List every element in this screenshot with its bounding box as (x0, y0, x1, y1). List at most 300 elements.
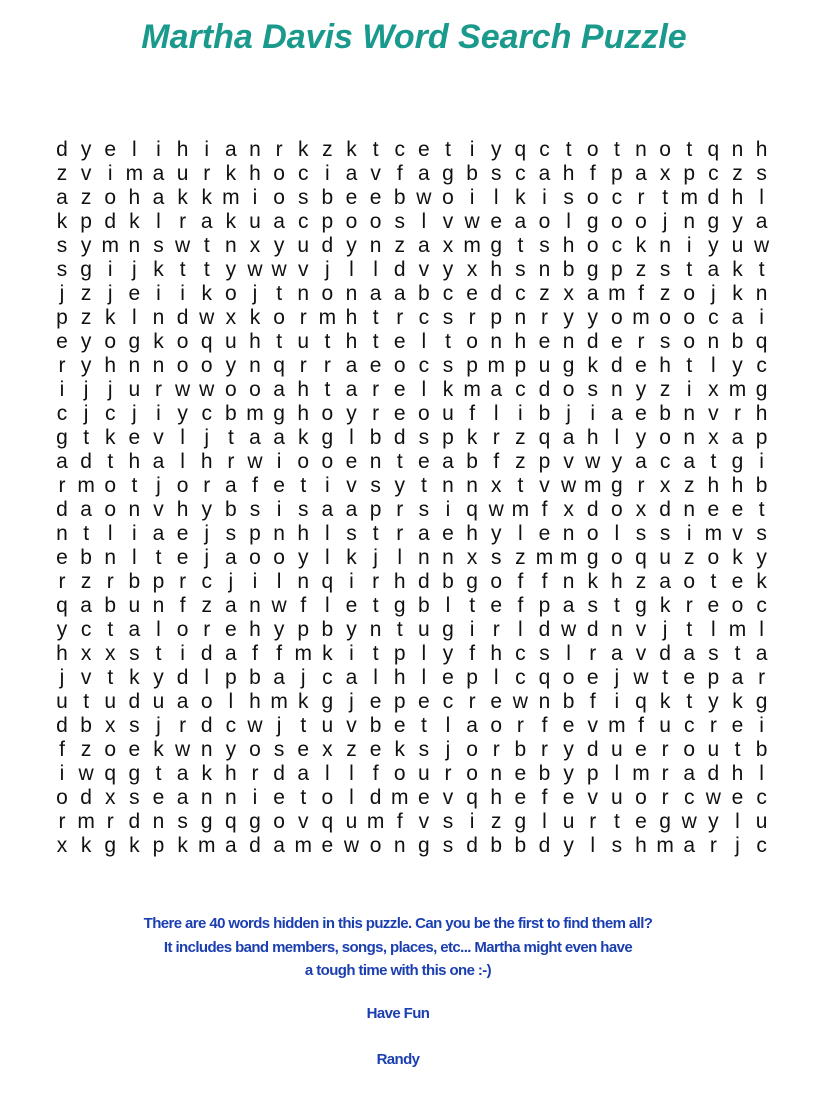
grid-letter[interactable]: n (152, 594, 165, 617)
grid-letter[interactable]: u (345, 810, 358, 833)
grid-letter[interactable]: e (345, 594, 358, 617)
grid-letter[interactable]: b (562, 690, 575, 713)
grid-letter[interactable]: e (418, 690, 430, 713)
grid-letter[interactable]: b (731, 330, 744, 353)
grid-letter[interactable]: v (153, 426, 164, 449)
grid-letter[interactable]: h (128, 450, 141, 473)
grid-letter[interactable]: i (180, 642, 185, 665)
grid-letter[interactable]: w (343, 834, 360, 857)
grid-letter[interactable]: l (759, 186, 764, 209)
grid-letter[interactable]: t (107, 618, 114, 641)
grid-letter[interactable]: t (734, 642, 741, 665)
grid-letter[interactable]: u (152, 690, 165, 713)
grid-letter[interactable]: p (586, 762, 599, 785)
grid-letter[interactable]: y (756, 546, 767, 569)
grid-letter[interactable]: r (709, 714, 717, 737)
grid-letter[interactable]: k (129, 666, 140, 689)
grid-letter[interactable]: r (589, 810, 597, 833)
grid-letter[interactable]: b (514, 738, 527, 761)
grid-letter[interactable]: u (297, 330, 310, 353)
grid-letter[interactable]: n (369, 234, 382, 257)
grid-letter[interactable]: n (152, 354, 165, 377)
grid-letter[interactable]: p (321, 210, 334, 233)
grid-letter[interactable]: n (200, 786, 213, 809)
grid-letter[interactable]: f (372, 762, 379, 785)
grid-letter[interactable]: r (275, 138, 283, 161)
grid-letter[interactable]: j (107, 378, 113, 401)
grid-letter[interactable]: a (273, 210, 285, 233)
grid-letter[interactable]: z (56, 162, 68, 185)
grid-letter[interactable]: b (418, 282, 430, 305)
grid-letter[interactable]: j (204, 522, 210, 545)
grid-letter[interactable]: w (247, 714, 263, 737)
grid-letter[interactable]: a (176, 762, 189, 785)
grid-letter[interactable]: f (396, 162, 403, 185)
grid-letter[interactable]: v (539, 474, 550, 497)
grid-letter[interactable]: r (734, 402, 741, 425)
grid-letter[interactable]: z (635, 570, 647, 593)
grid-letter[interactable]: u (611, 786, 623, 809)
grid-letter[interactable]: o (249, 546, 261, 569)
grid-letter[interactable]: l (493, 402, 499, 425)
grid-letter[interactable]: h (731, 474, 744, 497)
grid-letter[interactable]: x (80, 642, 92, 665)
grid-letter[interactable]: z (659, 282, 671, 305)
grid-letter[interactable]: a (731, 666, 744, 689)
grid-letter[interactable]: y (732, 354, 743, 377)
grid-letter[interactable]: r (179, 210, 187, 233)
grid-letter[interactable]: t (276, 282, 283, 305)
grid-letter[interactable]: n (128, 354, 141, 377)
grid-letter[interactable]: a (683, 834, 696, 857)
grid-letter[interactable]: z (201, 594, 212, 617)
grid-letter[interactable]: h (490, 258, 503, 281)
grid-letter[interactable]: e (418, 138, 430, 161)
grid-letter[interactable]: r (396, 498, 404, 521)
grid-letter[interactable]: b (128, 570, 141, 593)
grid-letter[interactable]: w (754, 234, 770, 257)
grid-letter[interactable]: l (711, 618, 716, 641)
grid-letter[interactable]: n (200, 738, 213, 761)
grid-letter[interactable]: g (418, 834, 430, 857)
grid-letter[interactable]: a (345, 354, 358, 377)
grid-letter[interactable]: r (179, 714, 187, 737)
grid-letter[interactable]: a (225, 642, 237, 665)
grid-letter[interactable]: e (635, 402, 647, 425)
grid-letter[interactable]: a (562, 594, 575, 617)
grid-letter[interactable]: a (418, 522, 430, 545)
grid-letter[interactable]: w (175, 378, 191, 401)
grid-letter[interactable]: a (635, 450, 647, 473)
grid-letter[interactable]: v (732, 522, 743, 545)
grid-letter[interactable]: n (731, 138, 744, 161)
grid-letter[interactable]: b (538, 762, 551, 785)
grid-letter[interactable]: k (201, 282, 212, 305)
grid-letter[interactable]: e (418, 786, 430, 809)
grid-letter[interactable]: a (128, 618, 141, 641)
grid-letter[interactable]: m (728, 618, 747, 641)
grid-letter[interactable]: d (369, 786, 382, 809)
grid-letter[interactable]: k (587, 570, 598, 593)
grid-letter[interactable]: o (273, 546, 285, 569)
grid-letter[interactable]: v (587, 786, 598, 809)
grid-letter[interactable]: a (80, 594, 92, 617)
grid-letter[interactable]: m (535, 546, 554, 569)
grid-letter[interactable]: s (659, 258, 671, 281)
grid-letter[interactable]: y (153, 666, 164, 689)
grid-letter[interactable]: p (683, 162, 696, 185)
grid-letter[interactable]: u (321, 714, 334, 737)
grid-letter[interactable]: p (538, 594, 551, 617)
grid-letter[interactable]: c (756, 786, 767, 809)
grid-letter[interactable]: e (514, 762, 527, 785)
grid-letter[interactable]: r (396, 306, 404, 329)
grid-letter[interactable]: s (442, 354, 454, 377)
grid-letter[interactable]: f (276, 642, 283, 665)
grid-letter[interactable]: i (518, 402, 523, 425)
grid-letter[interactable]: v (563, 450, 574, 473)
grid-letter[interactable]: a (418, 162, 430, 185)
grid-letter[interactable]: l (204, 666, 210, 689)
grid-letter[interactable]: i (542, 186, 547, 209)
grid-letter[interactable]: l (156, 210, 161, 233)
grid-letter[interactable]: i (156, 138, 161, 161)
grid-letter[interactable]: u (611, 738, 623, 761)
grid-letter[interactable]: a (273, 426, 285, 449)
grid-letter[interactable]: l (590, 834, 596, 857)
grid-letter[interactable]: y (611, 450, 623, 473)
grid-letter[interactable]: e (562, 714, 575, 737)
grid-letter[interactable]: k (201, 762, 212, 785)
grid-letter[interactable]: e (707, 498, 720, 521)
grid-letter[interactable]: u (297, 234, 310, 257)
grid-letter[interactable]: p (56, 306, 68, 329)
grid-letter[interactable]: j (349, 690, 354, 713)
grid-letter[interactable]: e (490, 210, 503, 233)
grid-letter[interactable]: l (373, 258, 378, 281)
grid-letter[interactable]: h (755, 138, 768, 161)
grid-letter[interactable]: r (468, 306, 476, 329)
grid-letter[interactable]: y (442, 258, 454, 281)
grid-letter[interactable]: m (77, 474, 95, 497)
grid-letter[interactable]: i (349, 570, 354, 593)
grid-letter[interactable]: v (153, 498, 164, 521)
grid-letter[interactable]: a (562, 426, 575, 449)
grid-letter[interactable]: o (683, 306, 696, 329)
grid-letter[interactable]: r (492, 426, 500, 449)
grid-letter[interactable]: a (225, 546, 237, 569)
grid-letter[interactable]: m (608, 282, 626, 305)
grid-letter[interactable]: n (562, 522, 575, 545)
grid-letter[interactable]: o (538, 210, 551, 233)
grid-letter[interactable]: e (490, 594, 503, 617)
grid-letter[interactable]: c (56, 402, 68, 425)
grid-letter[interactable]: j (83, 378, 89, 401)
grid-letter[interactable]: s (563, 186, 574, 209)
grid-letter[interactable]: k (225, 162, 237, 185)
grid-letter[interactable]: a (345, 378, 358, 401)
grid-letter[interactable]: i (686, 378, 692, 401)
grid-letter[interactable]: x (659, 474, 671, 497)
grid-letter[interactable]: a (369, 282, 382, 305)
grid-letter[interactable]: v (418, 258, 430, 281)
grid-letter[interactable]: j (373, 546, 378, 569)
grid-letter[interactable]: b (466, 450, 478, 473)
grid-letter[interactable]: y (563, 738, 574, 761)
grid-letter[interactable]: m (632, 306, 650, 329)
grid-letter[interactable]: y (273, 618, 285, 641)
grid-letter[interactable]: c (418, 306, 430, 329)
grid-letter[interactable]: f (541, 786, 548, 809)
grid-letter[interactable]: t (710, 450, 717, 473)
grid-letter[interactable]: l (421, 378, 427, 401)
grid-letter[interactable]: l (132, 546, 137, 569)
grid-letter[interactable]: r (323, 354, 331, 377)
grid-letter[interactable]: a (80, 498, 92, 521)
grid-letter[interactable]: l (759, 762, 764, 785)
grid-letter[interactable]: y (346, 618, 357, 641)
grid-letter[interactable]: k (394, 738, 405, 761)
grid-letter[interactable]: e (393, 402, 406, 425)
grid-letter[interactable]: l (614, 762, 620, 785)
grid-letter[interactable]: d (80, 786, 92, 809)
grid-letter[interactable]: k (298, 138, 309, 161)
grid-letter[interactable]: n (152, 306, 165, 329)
grid-letter[interactable]: g (321, 690, 334, 713)
grid-letter[interactable]: h (104, 354, 117, 377)
grid-letter[interactable]: p (442, 426, 454, 449)
grid-letter[interactable]: g (273, 402, 285, 425)
grid-letter[interactable]: y (201, 498, 212, 521)
grid-letter[interactable]: h (659, 354, 671, 377)
grid-letter[interactable]: x (466, 546, 478, 569)
grid-letter[interactable]: s (418, 426, 430, 449)
grid-letter[interactable]: x (563, 498, 574, 521)
grid-letter[interactable]: m (198, 834, 216, 857)
grid-letter[interactable]: g (755, 690, 768, 713)
grid-letter[interactable]: k (177, 186, 188, 209)
grid-letter[interactable]: a (225, 834, 237, 857)
grid-letter[interactable]: i (59, 378, 65, 401)
grid-letter[interactable]: l (421, 330, 427, 353)
grid-letter[interactable]: g (200, 810, 213, 833)
grid-letter[interactable]: k (80, 834, 92, 857)
grid-letter[interactable]: d (200, 642, 213, 665)
grid-letter[interactable]: l (542, 810, 547, 833)
grid-letter[interactable]: h (225, 762, 237, 785)
grid-letter[interactable]: r (299, 306, 307, 329)
grid-letter[interactable]: k (442, 378, 454, 401)
grid-letter[interactable]: n (369, 450, 382, 473)
grid-letter[interactable]: e (683, 666, 696, 689)
grid-letter[interactable]: w (488, 498, 504, 521)
grid-letter[interactable]: j (735, 834, 740, 857)
grid-letter[interactable]: o (707, 546, 720, 569)
grid-letter[interactable]: h (562, 162, 575, 185)
grid-letter[interactable]: e (731, 498, 744, 521)
grid-letter[interactable]: k (153, 738, 164, 761)
grid-letter[interactable]: u (249, 210, 261, 233)
grid-letter[interactable]: k (56, 210, 68, 233)
grid-letter[interactable]: a (731, 426, 744, 449)
grid-letter[interactable]: r (372, 570, 380, 593)
grid-letter[interactable]: t (517, 234, 524, 257)
grid-letter[interactable]: v (298, 258, 309, 281)
grid-letter[interactable]: e (442, 522, 454, 545)
grid-letter[interactable]: f (541, 714, 548, 737)
grid-letter[interactable]: a (152, 186, 165, 209)
grid-letter[interactable]: c (322, 666, 333, 689)
grid-letter[interactable]: l (373, 666, 378, 689)
grid-letter[interactable]: r (372, 402, 380, 425)
grid-letter[interactable]: k (732, 546, 743, 569)
grid-letter[interactable]: w (585, 450, 601, 473)
grid-letter[interactable]: p (297, 618, 310, 641)
grid-letter[interactable]: h (490, 786, 503, 809)
grid-letter[interactable]: n (345, 282, 358, 305)
grid-letter[interactable]: r (709, 834, 717, 857)
grid-letter[interactable]: y (346, 234, 357, 257)
grid-letter[interactable]: n (707, 330, 720, 353)
grid-letter[interactable]: e (514, 786, 527, 809)
grid-letter[interactable]: n (683, 426, 696, 449)
grid-letter[interactable]: k (659, 594, 671, 617)
grid-letter[interactable]: p (152, 834, 165, 857)
grid-letter[interactable]: n (249, 354, 261, 377)
grid-letter[interactable]: l (421, 642, 427, 665)
grid-letter[interactable]: x (105, 714, 116, 737)
grid-letter[interactable]: o (611, 210, 623, 233)
grid-letter[interactable]: t (155, 642, 162, 665)
grid-letter[interactable]: n (538, 690, 551, 713)
grid-letter[interactable]: y (225, 738, 237, 761)
grid-letter[interactable]: h (586, 426, 599, 449)
grid-letter[interactable]: t (107, 450, 114, 473)
grid-letter[interactable]: b (80, 546, 92, 569)
grid-letter[interactable]: l (132, 306, 137, 329)
grid-letter[interactable]: m (559, 546, 578, 569)
grid-letter[interactable]: t (517, 474, 524, 497)
grid-letter[interactable]: w (681, 810, 697, 833)
grid-letter[interactable]: m (294, 834, 312, 857)
grid-letter[interactable]: d (490, 282, 503, 305)
grid-letter[interactable]: k (201, 186, 212, 209)
grid-letter[interactable]: c (684, 786, 695, 809)
grid-letter[interactable]: c (611, 234, 623, 257)
grid-letter[interactable]: z (659, 378, 671, 401)
grid-letter[interactable]: d (659, 498, 671, 521)
grid-letter[interactable]: g (514, 810, 527, 833)
grid-letter[interactable]: k (153, 258, 164, 281)
grid-letter[interactable]: i (252, 570, 258, 593)
grid-letter[interactable]: k (105, 306, 116, 329)
grid-letter[interactable]: i (325, 162, 330, 185)
grid-letter[interactable]: f (638, 714, 644, 737)
grid-letter[interactable]: l (445, 594, 451, 617)
grid-letter[interactable]: e (393, 378, 406, 401)
grid-letter[interactable]: a (683, 450, 696, 473)
grid-letter[interactable]: e (273, 786, 285, 809)
grid-letter[interactable]: d (707, 186, 720, 209)
grid-letter[interactable]: y (298, 546, 309, 569)
grid-letter[interactable]: o (418, 402, 430, 425)
grid-letter[interactable]: t (155, 546, 162, 569)
grid-letter[interactable]: p (755, 426, 768, 449)
grid-letter[interactable]: u (442, 402, 454, 425)
grid-letter[interactable]: h (297, 522, 310, 545)
grid-letter[interactable]: j (132, 402, 137, 425)
grid-letter[interactable]: y (80, 234, 92, 257)
grid-letter[interactable]: f (252, 474, 258, 497)
grid-letter[interactable]: o (200, 690, 213, 713)
grid-letter[interactable]: m (222, 186, 240, 209)
grid-letter[interactable]: c (442, 282, 454, 305)
grid-letter[interactable]: f (517, 594, 524, 617)
grid-letter[interactable]: g (490, 234, 503, 257)
grid-letter[interactable]: h (611, 570, 623, 593)
grid-letter[interactable]: a (176, 690, 189, 713)
grid-letter[interactable]: h (200, 450, 213, 473)
grid-letter[interactable]: c (442, 690, 454, 713)
grid-letter[interactable]: c (659, 450, 671, 473)
grid-letter[interactable]: c (756, 594, 767, 617)
grid-letter[interactable]: d (393, 426, 406, 449)
grid-letter[interactable]: e (176, 546, 189, 569)
grid-letter[interactable]: l (421, 210, 427, 233)
grid-letter[interactable]: x (491, 474, 502, 497)
grid-letter[interactable]: j (276, 714, 282, 737)
grid-letter[interactable]: n (369, 618, 382, 641)
grid-letter[interactable]: q (225, 810, 237, 833)
grid-letter[interactable]: n (249, 138, 261, 161)
grid-letter[interactable]: l (325, 546, 330, 569)
grid-letter[interactable]: s (418, 498, 430, 521)
grid-letter[interactable]: w (247, 258, 263, 281)
grid-letter[interactable]: n (393, 834, 406, 857)
grid-letter[interactable]: u (225, 330, 237, 353)
grid-letter[interactable]: o (369, 834, 382, 857)
grid-letter[interactable]: v (346, 474, 357, 497)
grid-letter[interactable]: l (421, 666, 427, 689)
grid-letter[interactable]: n (128, 498, 141, 521)
grid-letter[interactable]: d (586, 618, 599, 641)
grid-letter[interactable]: l (349, 762, 354, 785)
grid-letter[interactable]: o (176, 474, 189, 497)
grid-letter[interactable]: a (225, 594, 237, 617)
grid-letter[interactable]: z (80, 282, 92, 305)
grid-letter[interactable]: d (56, 498, 68, 521)
grid-letter[interactable]: a (514, 210, 527, 233)
grid-letter[interactable]: d (466, 834, 478, 857)
grid-letter[interactable]: s (346, 522, 357, 545)
grid-letter[interactable]: r (58, 810, 66, 833)
grid-letter[interactable]: o (611, 546, 623, 569)
grid-letter[interactable]: g (442, 162, 454, 185)
grid-letter[interactable]: j (252, 282, 258, 305)
grid-letter[interactable]: m (487, 354, 505, 377)
grid-letter[interactable]: g (755, 378, 768, 401)
grid-letter[interactable]: n (611, 378, 623, 401)
grid-letter[interactable]: u (707, 738, 720, 761)
grid-letter[interactable]: u (128, 378, 141, 401)
grid-letter[interactable]: s (539, 642, 550, 665)
grid-letter[interactable]: l (325, 594, 330, 617)
grid-letter[interactable]: s (756, 522, 767, 545)
grid-letter[interactable]: a (225, 138, 237, 161)
grid-letter[interactable]: x (635, 498, 647, 521)
grid-letter[interactable]: b (442, 570, 454, 593)
grid-letter[interactable]: j (59, 666, 65, 689)
